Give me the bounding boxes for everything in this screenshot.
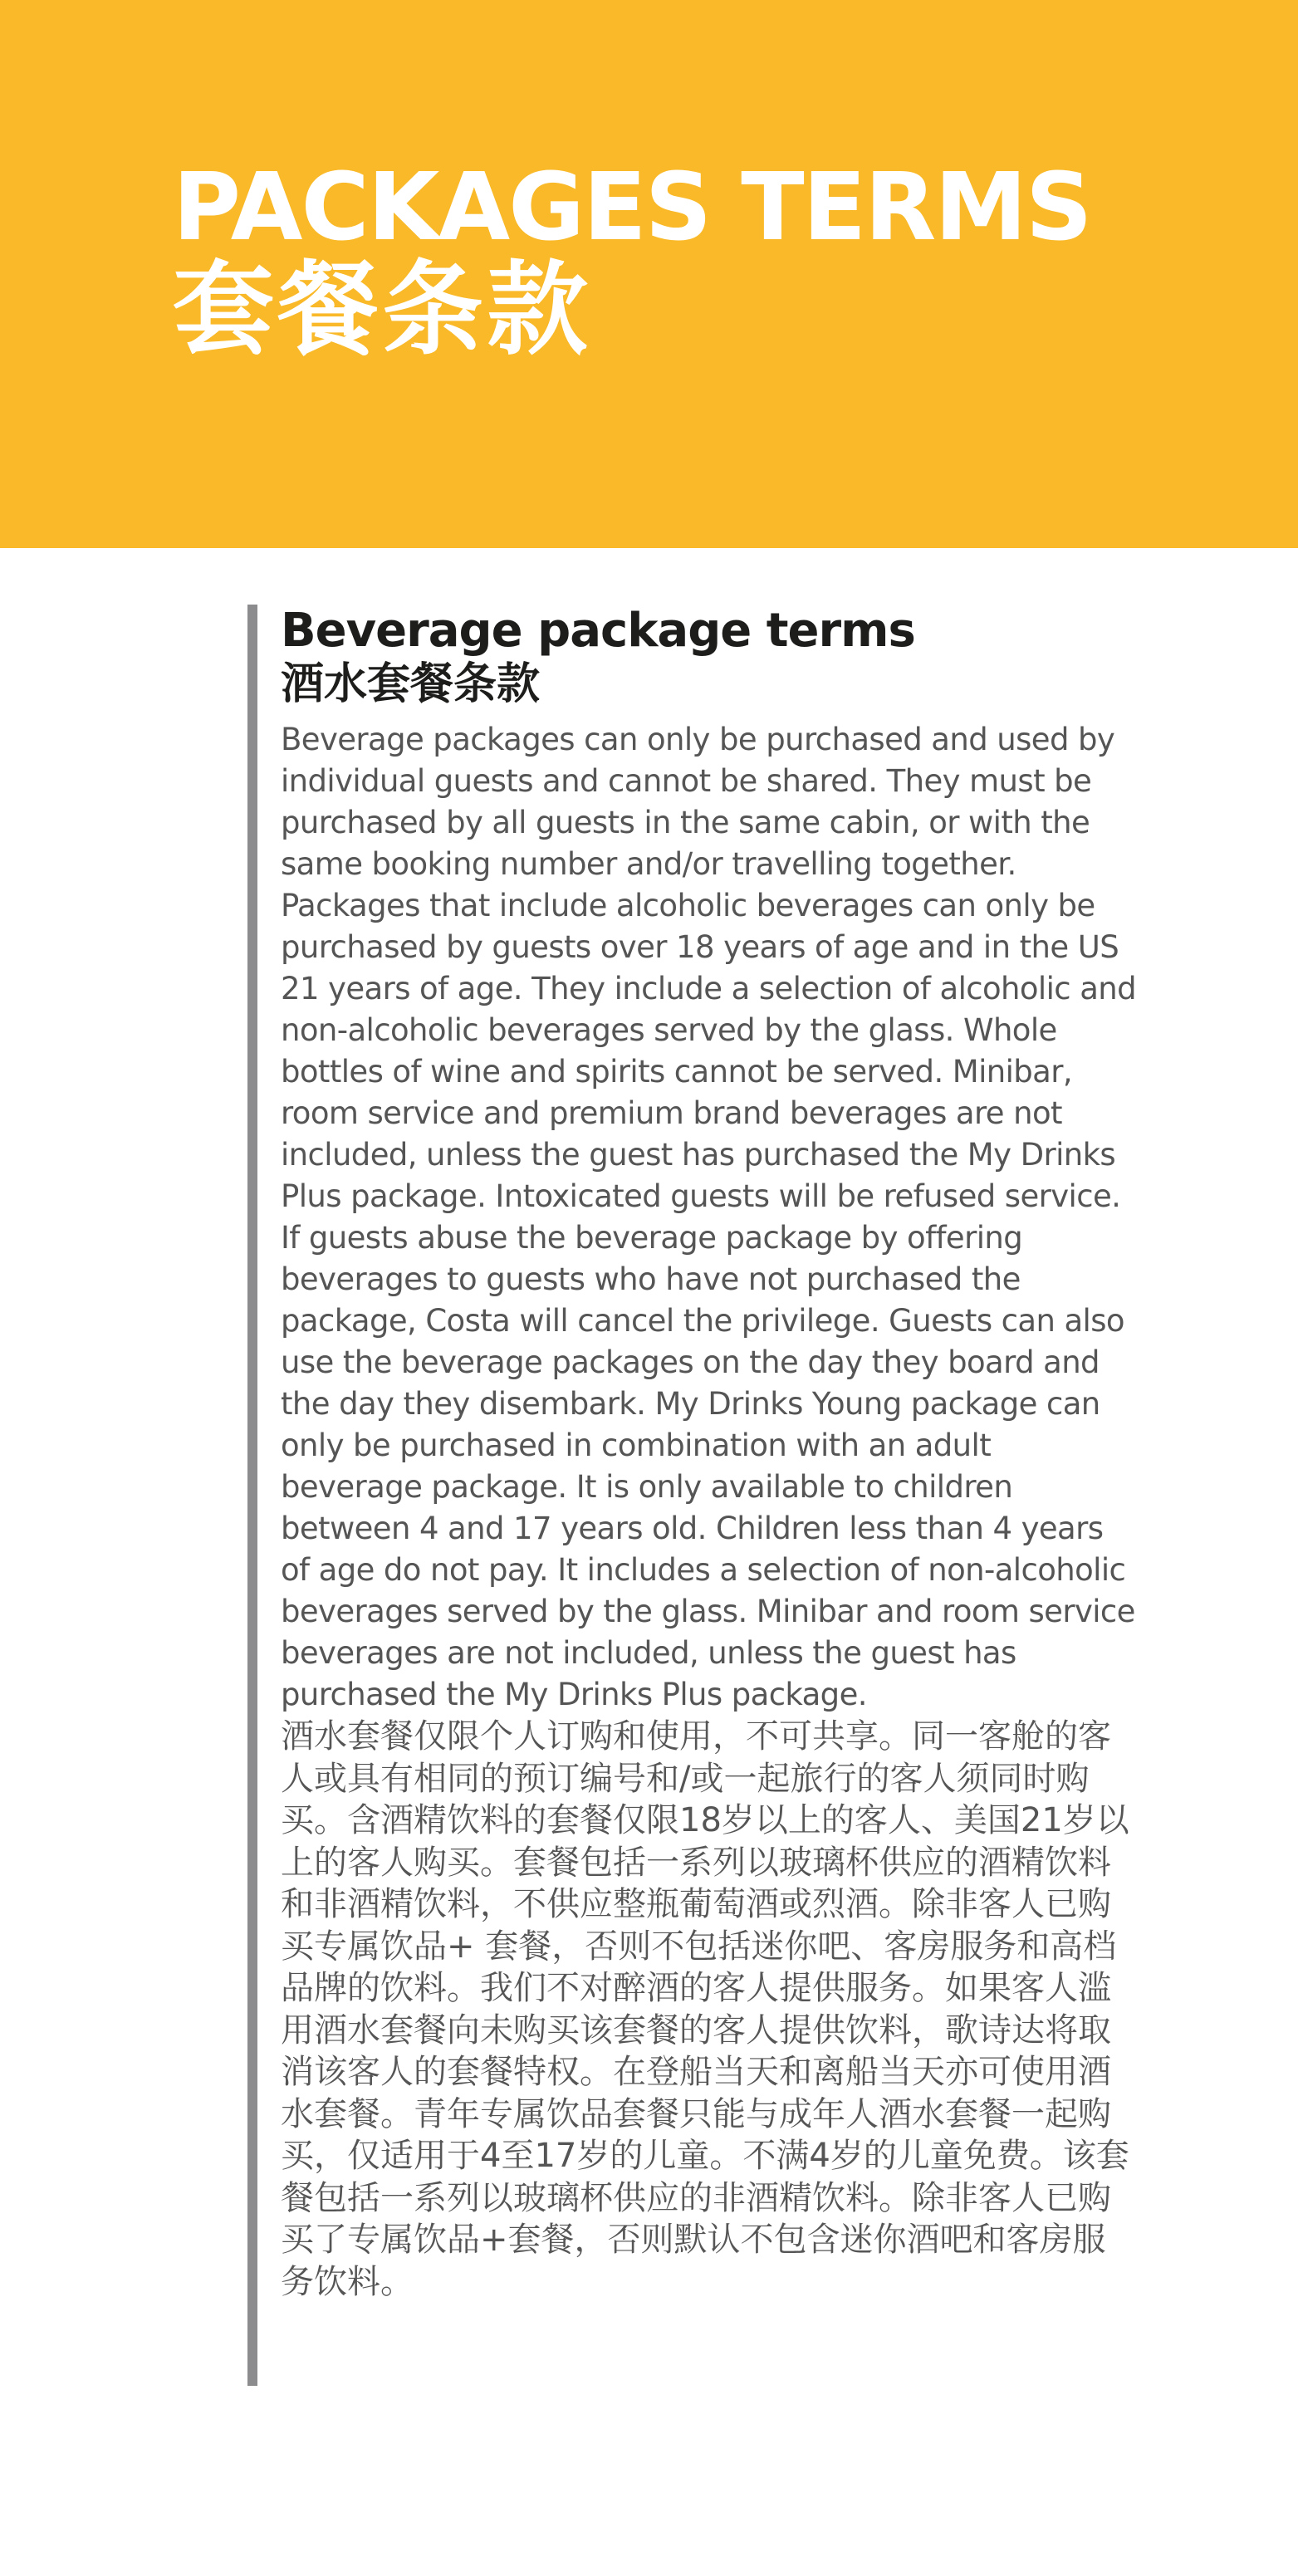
page-title-zh: 套餐条款 [173, 251, 591, 369]
section-content [281, 605, 1136, 2303]
page-title-en: PACKAGES TERMS [173, 154, 1091, 262]
section-accent-bar [247, 605, 257, 2386]
beverage-terms-section [247, 605, 1136, 2386]
terms-paragraph-zh: 酒水套餐仅限个人订购和使用，不可共享。同一客舱的客人或具有相同的预订编号和/或一起旅行的客人须同时购买。含酒精饮料的套餐仅限18岁以上的客人、美国21岁以上的客人购买。套餐包括一系列以玻璃杯供应的酒精饮料和非酒精饮料，不供应整瓶葡萄酒或烈酒。除非客人已购买专属饮品+ 套餐，否则不包括迷你吧、客房服务和高档品牌的饮料。我们不对醉酒的客人提供服务。如果客人滥用酒水套餐向未购买该套餐的客人提供饮料，歌诗达将取消该客人的套餐特权。在登船当天和离船当天亦可使用酒水套餐。青年专属饮品套餐只能与成年人酒水套餐一起购买，仅适用于4至17岁的儿童。不满4岁的儿童免费。该套餐包括一系列以玻璃杯供应的非酒精饮料。除非客人已购买了专属饮品+套餐，否则默认不包含迷你酒吧和客房服务饮料。 [281, 1717, 1129, 2301]
section-title-en: Beverage package terms [281, 604, 915, 658]
header-banner [0, 0, 1298, 548]
section-title-zh: 酒水套餐条款 [281, 659, 541, 709]
terms-paragraph-en: Beverage packages can only be purchased and used by individual guests and cannot be shared. They must be purchased by all guests in the same cabin, or with the same booking number and/or travelling together. Packages that include alcoholic beverages can only be purchased by guests over 18 years of age and in the US 21 years of age. They include a selection of alcoholic and non-alcoholic beverages served by the glass. Whole bottles of wine and spirits cannot be served. Minibar, room service and premium brand beverages are not included, unless the guest has purchased the My Drinks Plus package. Intoxicated guests will be refused service. If guests abuse the beverage package by offering beverages to guests who have not purchased the package, Costa will cancel the privilege. Guests can also use the beverage packages on the day they board and the day they disembark. My Drinks Young package can only be purchased in combination with an adult beverage package. It is only available to children between 4 and 17 years old. Children less than 4 years of age do not pay. It includes a selection of non-alcoholic beverages served by the glass. Minibar and room service beverages are not included, unless the guest has purchased the My Drinks Plus package. [281, 722, 1136, 1712]
